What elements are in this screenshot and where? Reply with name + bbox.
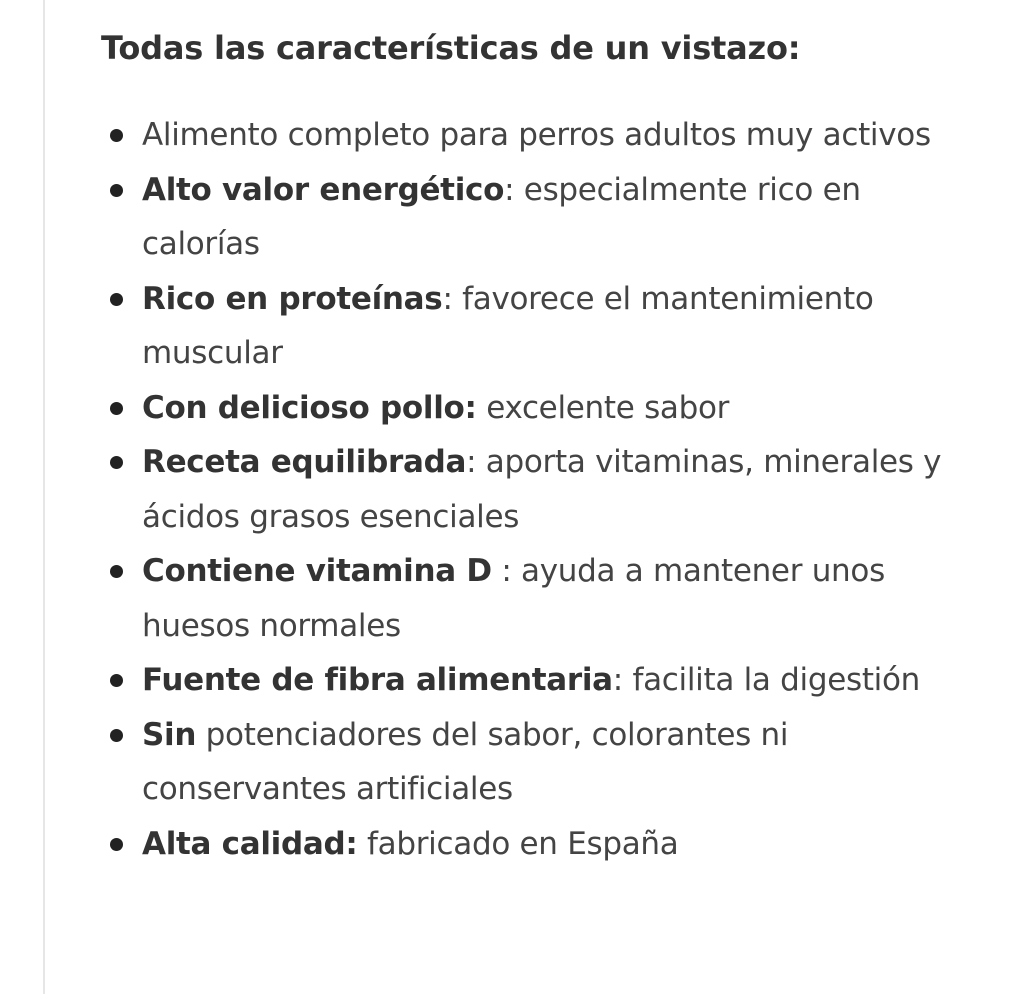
bullet-icon	[110, 129, 123, 142]
feature-item-protein	[101, 272, 981, 381]
features-heading: Todas las características de un vistazo:	[101, 29, 801, 67]
feature-item-no-additives	[101, 708, 981, 817]
bullet-icon	[110, 729, 123, 742]
bullet-icon	[110, 184, 123, 197]
feature-bold-label: Fuente de fibra alimentaria	[142, 662, 613, 698]
bullet-icon	[110, 456, 123, 469]
feature-text: potenciadores del sabor, colorantes ni conservantes artificiales	[142, 716, 789, 807]
feature-text: excelente sabor	[476, 389, 730, 426]
feature-item-complete-food	[101, 108, 981, 163]
feature-text: : facilita la digestión	[612, 662, 921, 698]
feature-item-quality	[101, 817, 981, 872]
bullet-icon	[110, 293, 123, 306]
feature-item-vitamin-d	[101, 544, 981, 653]
bullet-icon	[110, 838, 123, 851]
features-section	[101, 20, 981, 871]
feature-bold-label: Contiene vitamina D	[142, 553, 492, 589]
feature-text: : favorece el mantenimiento muscular	[142, 280, 874, 371]
feature-item-balanced-recipe	[101, 435, 981, 544]
feature-text: : aporta vitaminas, minerales y ácidos grasos esenciales	[142, 444, 942, 535]
content-left-border	[43, 0, 45, 994]
feature-text: : ayuda a mantener unos huesos normales	[142, 553, 885, 644]
feature-bold-label: Receta equilibrada	[142, 444, 467, 480]
features-list	[101, 108, 981, 871]
feature-bold-label: Alta calidad:	[142, 825, 358, 862]
feature-item-chicken	[101, 381, 981, 436]
feature-bold-label: Con delicioso pollo:	[142, 389, 477, 426]
feature-bold-label: Alto valor energético	[142, 171, 505, 208]
bullet-icon	[110, 674, 123, 687]
feature-text: : especialmente rico en calorías	[142, 171, 861, 262]
feature-item-energy	[101, 163, 981, 272]
feature-item-fiber	[101, 653, 981, 708]
bullet-icon	[110, 402, 123, 415]
bullet-icon	[110, 565, 123, 578]
feature-text: fabricado en España	[357, 825, 679, 862]
feature-bold-label: Rico en proteínas	[142, 280, 443, 317]
feature-bold-label: Sin	[142, 716, 197, 753]
feature-text: Alimento completo para perros adultos muy activos	[142, 117, 931, 153]
